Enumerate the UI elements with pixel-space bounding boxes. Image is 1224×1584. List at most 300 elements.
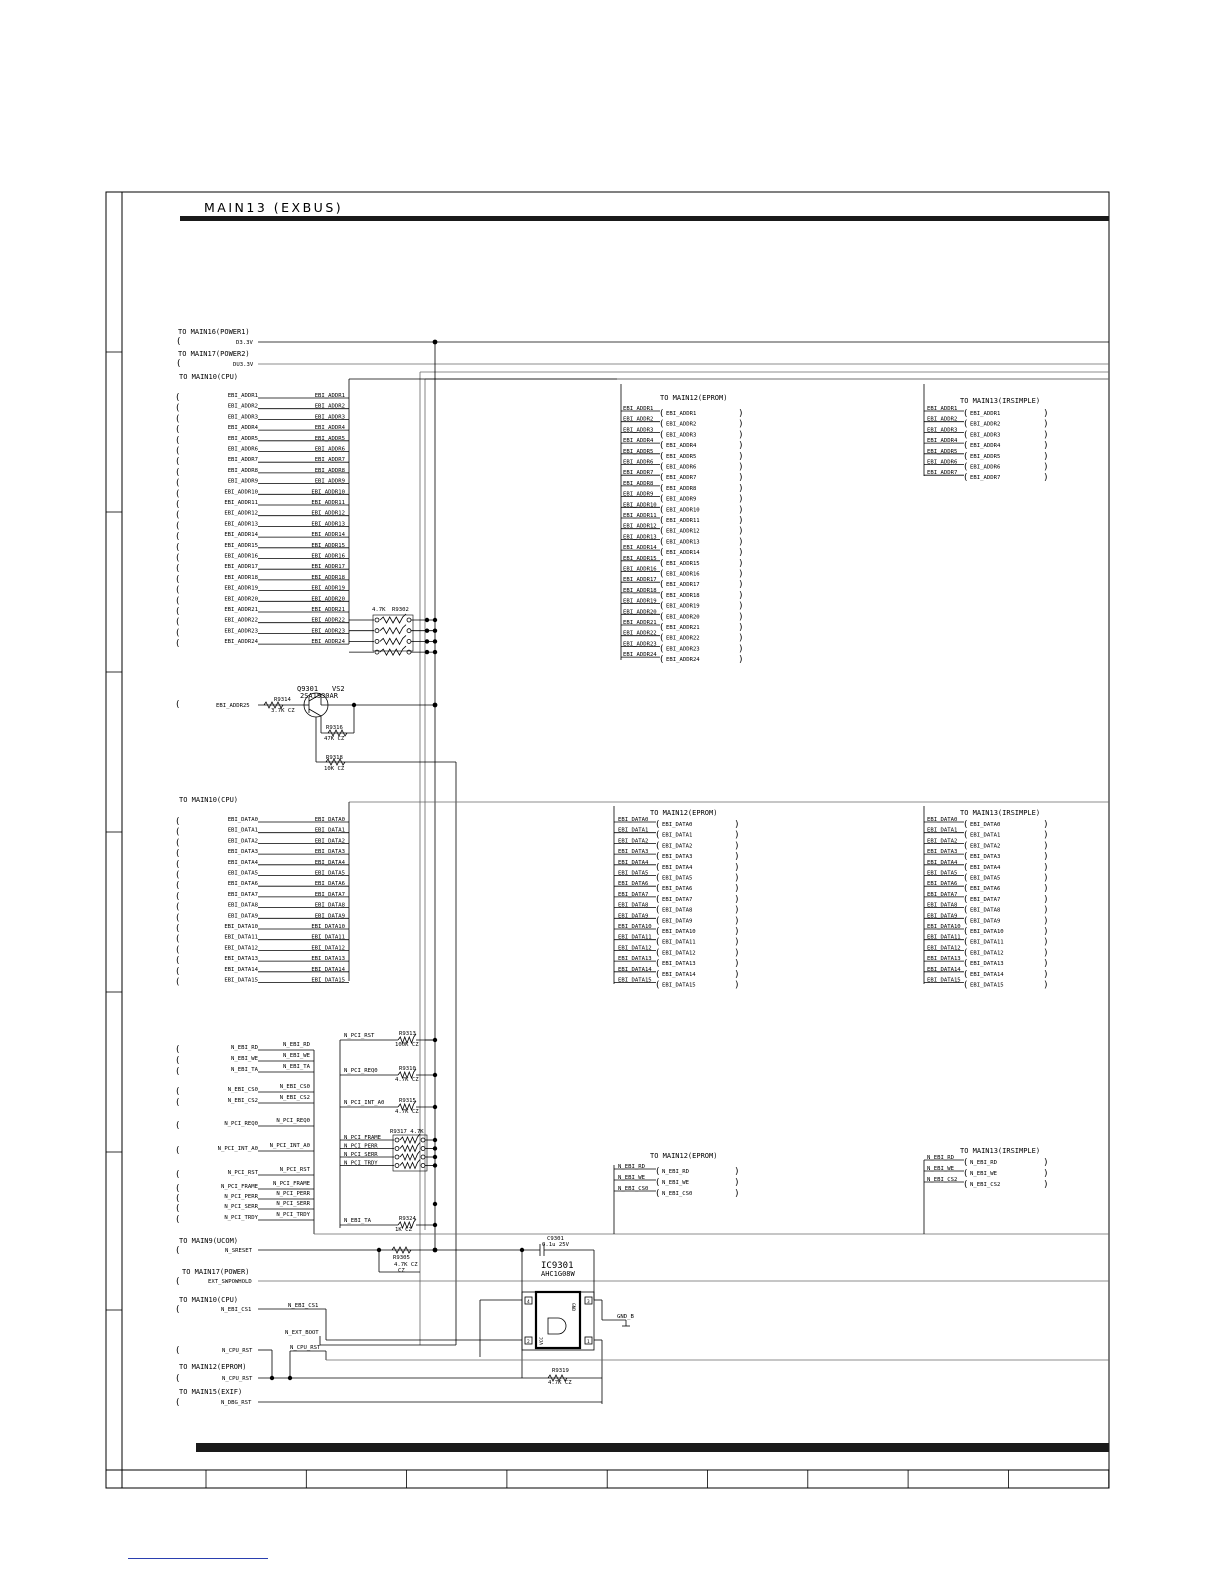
bracket: (: [176, 489, 180, 500]
cs1-right: N_EBI_CS1: [288, 1303, 319, 1309]
eprom-addr-right: EBI_ADDR16: [666, 571, 700, 578]
r9314-value: 3.7K CZ: [271, 708, 295, 714]
irs-data-right: EBI_DATA13: [970, 961, 1004, 968]
array-net-label: N_PCI_TRDY: [344, 1160, 378, 1167]
bracket: ): [739, 441, 743, 452]
eprom-data-left: EBI_DATA6: [618, 881, 649, 888]
bracket: (: [176, 478, 180, 489]
bracket: ): [735, 1178, 739, 1188]
bracket: (: [176, 1121, 180, 1131]
bracket: ): [1044, 830, 1048, 841]
ic9301-ref: IC9301: [541, 1261, 574, 1271]
bracket: ): [739, 462, 743, 473]
irs-data-left: EBI_DATA13: [927, 956, 961, 963]
eprom-data-right: EBI_DATA5: [662, 875, 693, 882]
ctrl-left-label: N_EBI_CS0: [227, 1087, 258, 1093]
eprom-addr-left: EBI_ADDR5: [623, 448, 654, 455]
bracket: ): [1044, 473, 1048, 484]
bracket: (: [176, 924, 180, 934]
bracket: (: [660, 655, 664, 666]
addr-right-label: EBI_ADDR13: [311, 521, 345, 528]
bracket: ): [739, 526, 743, 537]
bracket: ): [735, 873, 739, 884]
bracket: ): [1044, 948, 1048, 959]
bracket: (: [964, 473, 968, 484]
addr-right-label: EBI_ADDR1: [314, 393, 345, 399]
addr-left-label: EBI_ADDR14: [224, 532, 258, 539]
bracket: (: [660, 590, 664, 601]
svg-text:(: (: [176, 1374, 180, 1384]
bracket: ): [739, 537, 743, 548]
bracket: ): [735, 948, 739, 959]
bracket: (: [176, 457, 180, 468]
bracket: ): [735, 980, 739, 991]
data-left-label: EBI_DATA1: [227, 827, 258, 834]
ctrl-irs-left: N_EBI_CS2: [927, 1177, 958, 1183]
irs-addr-right: EBI_ADDR1: [970, 411, 1001, 417]
pin4-label: 4: [527, 1300, 530, 1305]
data-right-label: EBI_DATA12: [311, 945, 345, 952]
bracket: (: [660, 430, 664, 441]
bracket: (: [176, 500, 180, 510]
bracket: (: [656, 948, 660, 959]
bracket: ): [735, 894, 739, 905]
array-net-label: N_PCI_SERR: [344, 1152, 378, 1158]
eprom-addr-right: EBI_ADDR10: [666, 507, 700, 514]
bracket: (: [176, 1170, 180, 1180]
bracket: (: [660, 516, 664, 526]
bracket: ): [735, 969, 739, 980]
eprom-data-right: EBI_DATA9: [662, 918, 693, 925]
address-bus: [176, 373, 1109, 665]
r9317-box: [393, 1135, 427, 1171]
bracket: (: [660, 558, 664, 569]
addr-right-label: EBI_ADDR18: [311, 574, 345, 581]
eprom-addr-right: EBI_ADDR7: [666, 475, 697, 482]
boot-net: N_EXT_BOOT: [285, 1330, 319, 1336]
bracket: ): [1044, 894, 1048, 905]
r9314-ref: R9314: [274, 697, 291, 703]
addr-left-label: EBI_ADDR17: [224, 564, 258, 571]
eprom-data-left: EBI_DATA7: [618, 891, 649, 898]
bracket: (: [656, 1167, 660, 1177]
ctrl-right-label: N_PCI_SERR: [276, 1201, 310, 1207]
bracket: (: [964, 927, 968, 937]
addr-left-label: EBI_ADDR22: [224, 617, 258, 624]
irs-addr-left: EBI_ADDR6: [927, 459, 958, 466]
ctrl-eprom-left: N_EBI_CS0: [618, 1186, 649, 1192]
addr-right-label: EBI_ADDR9: [314, 478, 345, 485]
data-left-label: EBI_DATA15: [224, 977, 258, 984]
bracket: (: [656, 873, 660, 884]
ctrl-left-label: N_PCI_PERR: [224, 1194, 258, 1200]
addr-left-label: EBI_ADDR13: [224, 521, 258, 528]
data-right-label: EBI_DATA0: [314, 817, 345, 823]
ctrl-right-label: N_PCI_RST: [279, 1167, 310, 1173]
ctrl-left-label: N_EBI_CS2: [227, 1098, 258, 1104]
addr-right-label: EBI_ADDR24: [311, 639, 345, 646]
eprom-data-left: EBI_DATA1: [618, 827, 649, 834]
pull-value: 1K CZ: [395, 1227, 412, 1233]
pull-ref: R9324: [399, 1216, 416, 1222]
addr-left-label: EBI_ADDR5: [227, 435, 258, 442]
bracket: (: [176, 574, 180, 585]
data-right-label: EBI_DATA3: [314, 849, 345, 856]
irs-addr-left: EBI_ADDR3: [927, 427, 958, 434]
r9302-pin: [407, 629, 411, 633]
addr-left-label: EBI_ADDR24: [224, 639, 258, 646]
bracket: (: [176, 1067, 180, 1077]
addr-right-label: EBI_ADDR8: [314, 467, 345, 474]
bracket: ): [1044, 409, 1048, 419]
r9302-pin: [407, 618, 411, 622]
svg-text:(: (: [177, 359, 181, 369]
junction: [433, 1223, 437, 1227]
pull-ref: R9313: [399, 1031, 416, 1037]
eprom-data-left: EBI_DATA5: [618, 870, 649, 877]
irs-addr-right: EBI_ADDR2: [970, 421, 1001, 428]
exif-title: TO MAIN15(EXIF): [179, 1388, 243, 1396]
bracket: (: [176, 870, 180, 881]
addr-left-label: EBI_ADDR4: [227, 425, 258, 432]
irs-data-right: EBI_DATA14: [970, 971, 1004, 978]
data-bus: [176, 796, 1109, 991]
bracket: ): [1044, 430, 1048, 441]
r9318-ref: R9318: [326, 755, 343, 761]
eprom-addr-right: EBI_ADDR19: [666, 603, 700, 610]
bracket: ): [739, 505, 743, 516]
addr-right-label: EBI_ADDR19: [311, 585, 345, 592]
eprom-addr-right: EBI_ADDR15: [666, 560, 700, 567]
bracket: ): [739, 612, 743, 623]
data-right-label: EBI_DATA6: [314, 881, 345, 888]
eprom-addr-right: EBI_ADDR14: [666, 550, 700, 557]
bracket: (: [656, 841, 660, 852]
bracket: (: [964, 969, 968, 980]
irs-data-left: EBI_DATA5: [927, 870, 958, 877]
r9302-pin: [375, 618, 379, 622]
irs-data-right: EBI_DATA1: [970, 832, 1001, 839]
eprom-data-right: EBI_DATA6: [662, 886, 693, 893]
bracket: (: [964, 441, 968, 452]
bracket: (: [660, 612, 664, 623]
bracket: ): [1044, 419, 1048, 430]
ctrl-left-label: N_PCI_FRAME: [220, 1184, 258, 1190]
ctrl-right-label: N_EBI_WE: [283, 1053, 310, 1059]
power2-net: DU3.3V: [233, 362, 254, 368]
q9301-part: 2SA1530AR: [300, 692, 338, 700]
ctrl-eprom-right: N_EBI_WE: [662, 1180, 689, 1186]
eprom-data-right: EBI_DATA15: [662, 982, 696, 989]
bracket: (: [660, 601, 664, 612]
bracket: ): [739, 569, 743, 580]
ctrl-irs-right: N_EBI_WE: [970, 1171, 997, 1177]
svg-text:(: (: [176, 1346, 180, 1356]
addr-left-label: EBI_ADDR21: [224, 607, 258, 613]
pin2-label: 2: [527, 1340, 530, 1345]
eprom-addr-left: EBI_ADDR13: [623, 534, 657, 541]
irs-addr-left: EBI_ADDR1: [927, 406, 958, 412]
eprom-data-right: EBI_DATA14: [662, 971, 696, 978]
bracket: ): [1044, 841, 1048, 852]
data-left-label: EBI_DATA5: [227, 870, 258, 877]
r9305-value: 4.7K CZ: [394, 1262, 418, 1268]
eprom-addr-left: EBI_ADDR22: [623, 630, 657, 637]
addr-right-label: EBI_ADDR22: [311, 617, 345, 624]
ctrl-left-label: N_EBI_RD: [231, 1045, 258, 1051]
irs-data-left: EBI_DATA0: [927, 817, 958, 823]
bracket: (: [176, 1146, 180, 1156]
bracket: ): [1044, 927, 1048, 937]
addr-right-label: EBI_ADDR14: [311, 532, 345, 539]
bracket: (: [176, 403, 180, 414]
junction: [433, 1202, 437, 1206]
addr-right-label: EBI_ADDR4: [314, 425, 345, 432]
eprom-addr-right: EBI_ADDR5: [666, 453, 697, 460]
eprom-addr-right: EBI_ADDR23: [666, 646, 700, 653]
bracket: ): [735, 862, 739, 873]
data-right-label: EBI_DATA10: [311, 924, 345, 930]
eprom-addr-right: EBI_ADDR2: [666, 421, 697, 428]
irs-addr-left: EBI_ADDR4: [927, 438, 958, 445]
bracket: (: [176, 1056, 180, 1066]
irs-addr-right: EBI_ADDR3: [970, 432, 1001, 439]
eprom-rst-title: TO MAIN12(EPROM): [179, 1363, 247, 1371]
ctrl-left-label: N_EBI_WE: [231, 1056, 258, 1062]
bracket: (: [176, 945, 180, 956]
eprom-addr-left: EBI_ADDR17: [623, 577, 657, 584]
junction: [425, 639, 429, 643]
array-pin: [395, 1155, 399, 1159]
ctrl-right-label: N_EBI_CS2: [279, 1095, 310, 1101]
ctrl-right-label: N_PCI_PERR: [276, 1191, 310, 1197]
irs-data-right: EBI_DATA10: [970, 929, 1004, 935]
data-left-label: EBI_DATA14: [224, 966, 258, 973]
bracket: (: [176, 1098, 180, 1108]
ctrl-right-label: N_PCI_TRDY: [276, 1212, 310, 1218]
junction: [433, 1105, 437, 1109]
eprom-addr-right: EBI_ADDR22: [666, 635, 700, 642]
addr-left-label: EBI_ADDR15: [224, 542, 258, 549]
bracket: (: [176, 817, 180, 827]
bracket: (: [964, 948, 968, 959]
bracket: ): [1044, 862, 1048, 873]
bracket: (: [176, 542, 180, 553]
irs-addr-right: EBI_ADDR5: [970, 453, 1001, 460]
eprom-rst-net: N_CPU_RST: [222, 1376, 253, 1382]
bracket: (: [176, 1184, 180, 1194]
r9302-resistor: [380, 625, 406, 634]
bracket: (: [176, 532, 180, 543]
bracket: ): [739, 473, 743, 484]
eprom-data-right: EBI_DATA12: [662, 950, 696, 957]
ctrl-eprom-left: N_EBI_RD: [618, 1164, 645, 1170]
array-pin: [421, 1147, 425, 1151]
r9302-resistor: [380, 614, 406, 623]
bracket: (: [176, 1194, 180, 1204]
bracket: (: [660, 633, 664, 644]
eprom-data-right: EBI_DATA11: [662, 939, 696, 946]
irs-data-right: EBI_DATA15: [970, 982, 1004, 989]
eprom-data-left: EBI_DATA13: [618, 956, 652, 963]
eprom-addr-left: EBI_ADDR11: [623, 513, 657, 519]
eprom-addr-left: EBI_ADDR20: [623, 609, 657, 616]
ctrl-irs-left: N_EBI_WE: [927, 1166, 954, 1172]
bracket: ): [735, 820, 739, 830]
addr-left-label: EBI_ADDR20: [224, 596, 258, 603]
r9318-value: 10K CZ: [324, 766, 345, 772]
bracket: ): [1044, 1180, 1048, 1190]
bracket: (: [660, 419, 664, 430]
addr-left-label: EBI_ADDR19: [224, 585, 258, 592]
bracket: (: [660, 441, 664, 452]
irs-data-right: EBI_DATA8: [970, 907, 1001, 914]
bracket: ): [739, 430, 743, 441]
q9301-ref: Q9301: [297, 685, 319, 693]
q9301-tag: VS2: [332, 685, 345, 693]
addr-right-label: EBI_ADDR5: [314, 435, 345, 442]
addr-left-label: EBI_ADDR3: [227, 414, 258, 421]
bracket: (: [964, 462, 968, 473]
bracket: (: [656, 852, 660, 863]
bracket: ): [739, 644, 743, 655]
ctrl-irs-right: N_EBI_RD: [970, 1160, 997, 1166]
bracket: ): [739, 590, 743, 601]
bracket: (: [660, 569, 664, 580]
eprom-data-left: EBI_DATA9: [618, 913, 649, 920]
pull-net-label: N_PCI_REQ0: [344, 1068, 378, 1074]
addr-left-label: EBI_ADDR23: [224, 628, 258, 635]
irs-data-right: EBI_DATA6: [970, 886, 1001, 893]
bracket: ): [1044, 451, 1048, 462]
bracket: (: [656, 1178, 660, 1188]
bracket: ): [735, 916, 739, 927]
addr-left-label: EBI_ADDR12: [224, 510, 258, 517]
data-left-label: EBI_DATA3: [227, 849, 258, 856]
bracket: (: [176, 564, 180, 575]
array-pin: [395, 1147, 399, 1151]
eprom-data-right: EBI_DATA13: [662, 961, 696, 968]
bracket: (: [656, 969, 660, 980]
pull-value: 100K CZ: [395, 1042, 419, 1048]
bracket: (: [176, 607, 180, 617]
eprom-addr-left: EBI_ADDR8: [623, 480, 654, 487]
eprom-addr-left: EBI_ADDR3: [623, 427, 654, 434]
irs-addr-right: EBI_ADDR6: [970, 464, 1001, 471]
c9301-ref: C9301: [547, 1236, 564, 1242]
r9302-pin: [375, 639, 379, 643]
bracket: (: [964, 937, 968, 948]
vcc-pin-label: VCC: [540, 1336, 545, 1345]
bracket: ): [1044, 441, 1048, 452]
bracket: (: [176, 902, 180, 913]
irs-data-right: EBI_DATA5: [970, 875, 1001, 882]
addr-left-label: EBI_ADDR11: [224, 500, 258, 506]
bracket: (: [656, 905, 660, 916]
junction: [433, 618, 437, 622]
bracket: (: [176, 838, 180, 849]
bracket: (: [964, 409, 968, 419]
svg-text:(: (: [176, 1277, 180, 1287]
addr-left-label: EBI_ADDR16: [224, 553, 258, 560]
r9302-pin: [407, 650, 411, 654]
bracket: ): [739, 494, 743, 505]
addr-right-label: EBI_ADDR17: [311, 564, 345, 571]
bracket: ): [739, 483, 743, 494]
bracket: (: [176, 521, 180, 532]
ctrl-irs-title: TO MAIN13(IRSIMPLE): [960, 1147, 1041, 1155]
r9302-value: 4.7K: [372, 607, 386, 613]
svg-text:(: (: [176, 1246, 180, 1256]
power2-title: TO MAIN17(POWER2): [178, 350, 250, 358]
bracket: (: [176, 435, 180, 446]
bracket: (: [660, 526, 664, 537]
bracket: (: [176, 393, 180, 403]
pull-value: 4.7K CZ: [395, 1109, 419, 1115]
ctrl-right-label: N_PCI_FRAME: [272, 1181, 310, 1187]
bracket: (: [660, 462, 664, 473]
data-right-label: EBI_DATA7: [314, 891, 345, 898]
data-irs-title: TO MAIN13(IRSIMPLE): [960, 809, 1041, 817]
data-right-label: EBI_DATA8: [314, 902, 345, 909]
addr-right-label: EBI_ADDR23: [311, 628, 345, 635]
addr-right-label: EBI_ADDR16: [311, 553, 345, 560]
ctrl-right-label: N_PCI_INT_A0: [269, 1143, 310, 1149]
bracket: (: [964, 1180, 968, 1190]
eprom-addr-left: EBI_ADDR14: [623, 545, 657, 552]
r9302-resistor: [380, 646, 406, 655]
array-net-label: N_PCI_FRAME: [344, 1135, 382, 1141]
bracket: ): [735, 1189, 739, 1199]
bracket: (: [656, 894, 660, 905]
power-hold-title: TO MAIN17(POWER): [182, 1268, 250, 1276]
pull-net-label: N_PCI_RST: [344, 1033, 375, 1039]
bracket: (: [176, 1215, 180, 1225]
r9305-ref: R9305: [393, 1255, 410, 1261]
hold-net: EXT_SWPOWHOLD: [208, 1279, 252, 1285]
bracket: (: [176, 617, 180, 628]
irs-addr-right: EBI_ADDR7: [970, 475, 1001, 482]
addr-irs-title: TO MAIN13(IRSIMPLE): [960, 397, 1041, 405]
eprom-addr-right: EBI_ADDR21: [666, 625, 700, 631]
irs-data-left: EBI_DATA6: [927, 881, 958, 888]
addr-right-label: EBI_ADDR21: [311, 607, 345, 613]
dbg-net: N_DBG_RST: [221, 1400, 252, 1406]
addr-right-label: EBI_ADDR10: [311, 489, 345, 496]
irs-data-left: EBI_DATA1: [927, 827, 958, 834]
addr-right-label: EBI_ADDR3: [314, 414, 345, 421]
cpurst-right: N_CPU_RST: [290, 1345, 321, 1351]
addr-left-label: EBI_ADDR2: [227, 403, 258, 410]
data-left-label: EBI_DATA0: [227, 817, 258, 823]
bracket: ): [1044, 937, 1048, 948]
reset-section: [176, 1236, 1109, 1408]
junction: [433, 639, 437, 643]
junction: [433, 629, 437, 633]
eprom-data-right: EBI_DATA0: [662, 822, 693, 828]
ctrl-left-label: N_PCI_TRDY: [224, 1215, 258, 1221]
array-pin: [421, 1155, 425, 1159]
eprom-addr-right: EBI_ADDR4: [666, 443, 697, 450]
ctrl-right-label: N_PCI_REQ0: [276, 1118, 310, 1124]
bracket: ): [1044, 820, 1048, 830]
bracket: (: [964, 852, 968, 863]
power1-net: D3.3V: [236, 340, 253, 346]
addr-left-label: EBI_ADDR6: [227, 446, 258, 453]
addr-left-label: EBI_ADDR10: [224, 489, 258, 496]
ctrl-eprom-title: TO MAIN12(EPROM): [650, 1152, 718, 1160]
irs-addr-left: EBI_ADDR7: [927, 470, 958, 477]
